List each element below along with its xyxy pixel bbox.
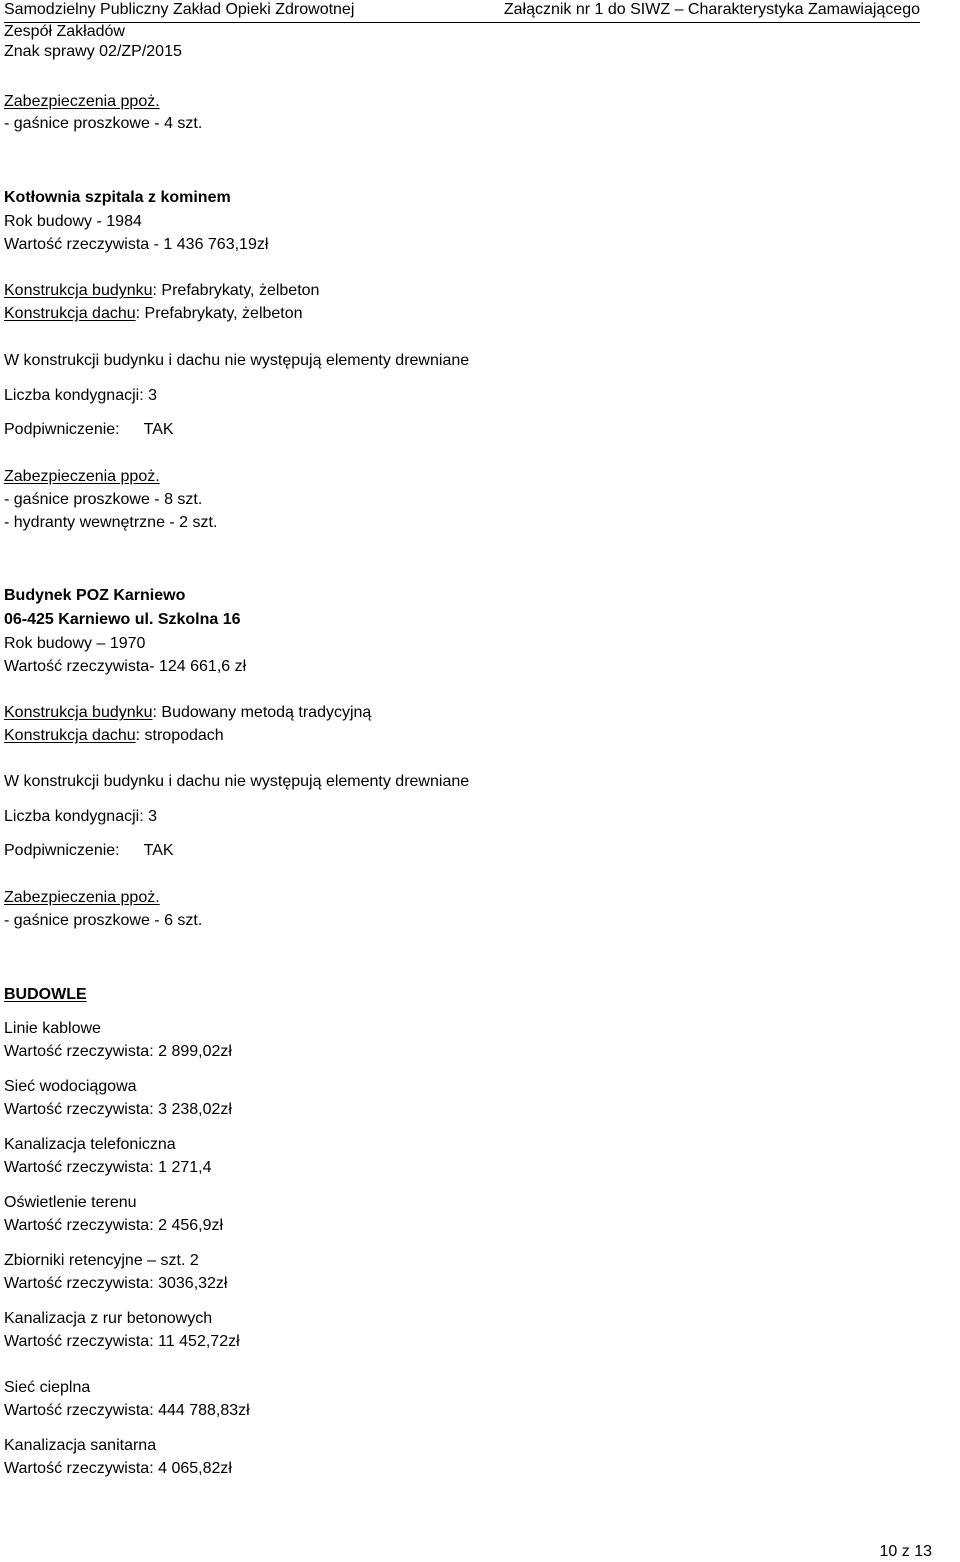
section-title-boiler: Kotłownia szpitala z kominem <box>4 189 231 206</box>
poz-basement <box>4 841 174 861</box>
header-case-number: Znak sprawy 02/ZP/2015 <box>4 43 182 60</box>
header-org-name: Samodzielny Publiczny Zakład Opieki Zdrowotnej <box>4 1 355 18</box>
structure-name: Sieć cieplna <box>4 1379 91 1396</box>
structure-name: Kanalizacja z rur betonowych <box>4 1310 213 1327</box>
poz-extinguishers: - gaśnice proszkowe - 6 szt. <box>4 912 203 929</box>
structure-value: Wartość rzeczywista: 3 238,02zł <box>4 1101 232 1118</box>
boiler-extinguishers: - gaśnice proszkowe - 8 szt. <box>4 491 203 508</box>
boiler-wood-note: W konstrukcji budynku i dachu nie występują elementy drewniane <box>4 352 470 369</box>
building-construction-label: Konstrukcja budynku <box>4 704 153 721</box>
poz-address-bold: 06-425 Karniewo ul. <box>4 611 154 628</box>
basement-value: TAK <box>143 842 174 859</box>
structure-value: Wartość rzeczywista: 2 456,9zł <box>4 1217 224 1234</box>
roof-construction-label: Konstrukcja dachu <box>4 305 136 322</box>
roof-construction-label: Konstrukcja dachu <box>4 727 136 744</box>
building-construction-value: : Prefabrykaty, żelbeton <box>152 282 320 299</box>
section-title-poz: Budynek POZ Karniewo <box>4 587 186 604</box>
structure-value: Wartość rzeczywista: 1 271,4 <box>4 1159 212 1176</box>
basement-value: TAK <box>143 421 174 438</box>
structure-name: Linie kablowe <box>4 1020 101 1037</box>
poz-building-construction <box>4 703 371 723</box>
structure-value: Wartość rzeczywista: 2 899,02zł <box>4 1043 232 1060</box>
boiler-value: Wartość rzeczywista - 1 436 763,19zł <box>4 236 269 253</box>
building-construction-value: : Budowany metodą tradycyjną <box>152 704 372 721</box>
boiler-storeys: Liczba kondygnacji: 3 <box>4 387 157 404</box>
structure-name: Oświetlenie terenu <box>4 1194 137 1211</box>
poz-address <box>4 610 241 630</box>
structure-name: Kanalizacja sanitarna <box>4 1437 157 1454</box>
boiler-fire-protection-label: Zabezpieczenia ppoż. <box>4 468 160 485</box>
structure-value: Wartość rzeczywista: 444 788,83zł <box>4 1402 250 1419</box>
page-number: 10 z 13 <box>879 1543 932 1560</box>
building-construction-label: Konstrukcja budynku <box>4 282 153 299</box>
header-org-unit: Zespół Zakładów <box>4 23 125 40</box>
poz-value: Wartość rzeczywista- 124 661,6 zł <box>4 658 247 675</box>
poz-wood-note: W konstrukcji budynku i dachu nie występują elementy drewniane <box>4 773 470 790</box>
poz-storeys: Liczba kondygnacji: 3 <box>4 808 157 825</box>
roof-construction-value: : Prefabrykaty, żelbeton <box>135 305 303 322</box>
roof-construction-value: : stropodach <box>135 727 224 744</box>
structure-value: Wartość rzeczywista: 4 065,82zł <box>4 1460 232 1477</box>
structure-value: Wartość rzeczywista: 3036,32zł <box>4 1275 228 1292</box>
header-attachment: Załącznik nr 1 do SIWZ – Charakterystyka Zamawiającego <box>503 1 920 18</box>
boiler-year: Rok budowy - 1984 <box>4 213 142 230</box>
poz-address-street: Szkolna 16 <box>153 611 241 628</box>
boiler-basement <box>4 420 174 440</box>
boiler-hydrants: - hydranty wewnętrzne - 2 szt. <box>4 514 218 531</box>
header-divider <box>4 22 920 23</box>
poz-roof-construction <box>4 726 224 746</box>
basement-label: Podpiwniczenie: <box>4 842 120 859</box>
fire-protection-label: Zabezpieczenia ppoż. <box>4 93 160 110</box>
fire-extinguishers: - gaśnice proszkowe - 4 szt. <box>4 115 203 132</box>
boiler-building-construction <box>4 281 319 301</box>
basement-label: Podpiwniczenie: <box>4 421 120 438</box>
structure-name: Kanalizacja telefoniczna <box>4 1136 176 1153</box>
structure-name: Sieć wodociągowa <box>4 1078 137 1095</box>
poz-year: Rok budowy – 1970 <box>4 635 146 652</box>
structure-value: Wartość rzeczywista: 11 452,72zł <box>4 1333 240 1350</box>
poz-fire-protection-label: Zabezpieczenia ppoż. <box>4 889 160 906</box>
structure-name: Zbiorniki retencyjne – szt. 2 <box>4 1252 199 1269</box>
boiler-roof-construction <box>4 304 303 324</box>
structures-heading: BUDOWLE <box>4 986 87 1003</box>
